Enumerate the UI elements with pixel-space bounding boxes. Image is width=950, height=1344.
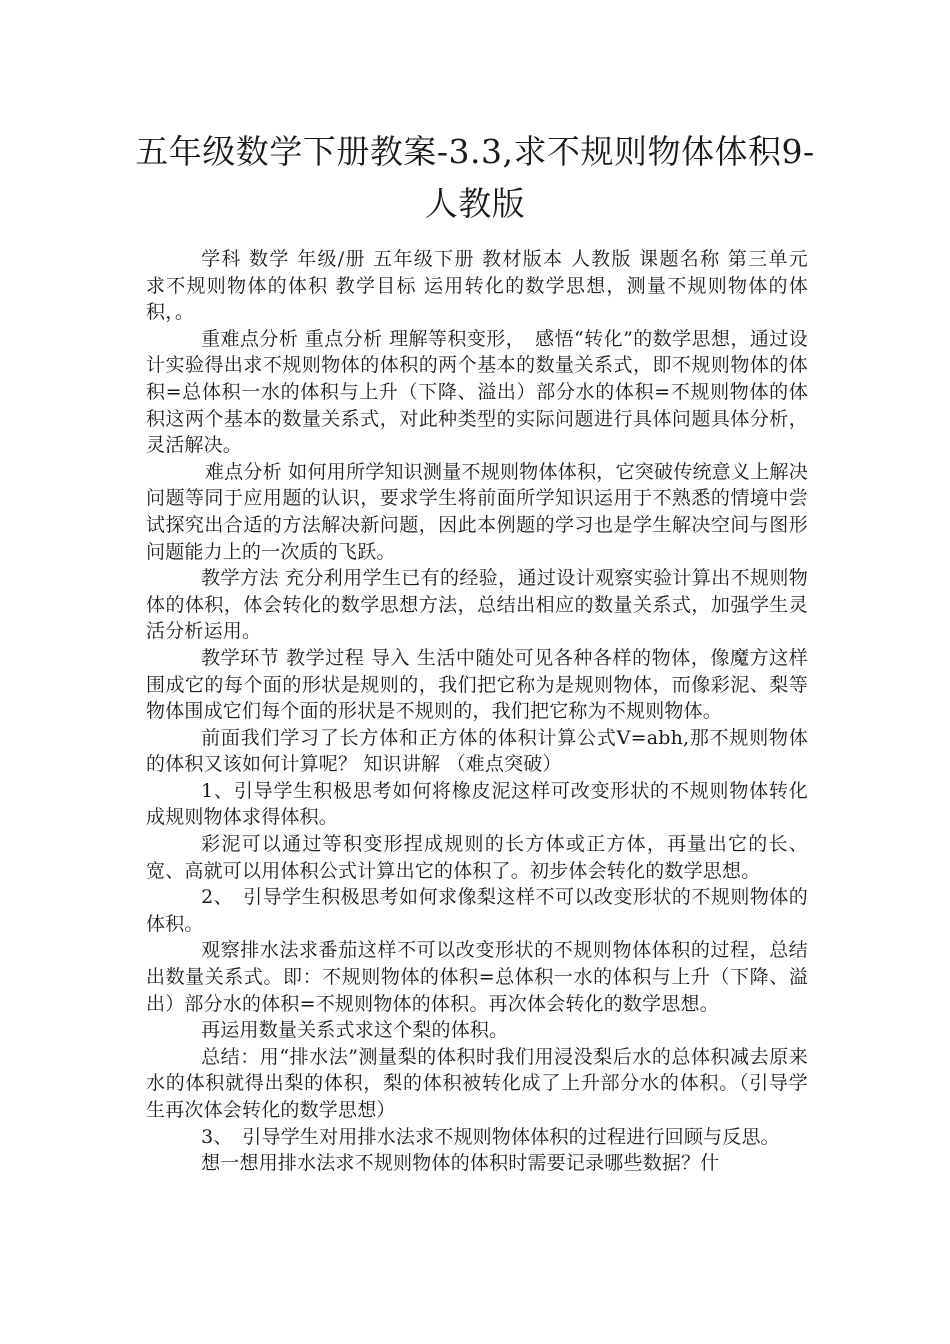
paragraph-teaching-method: 教学方法 充分利用学生已有的经验，通过设计观察实验计算出不规则物体的体积，体会转化的数学思想方法，总结出相应的数量关系式，加强学生灵活分析运用。: [146, 567, 808, 643]
paragraph-volume-formula: 前面我们学习了长方体和正方体的体积计算公式V=abh,那不规则物体的体积又该如何计算呢？ 知识讲解 （难点突破）: [146, 726, 808, 776]
document-body: [146, 246, 847, 1177]
document-title: 五年级数学下册教案-3.3,求不规则物体体积9-人教版: [135, 132, 815, 223]
paragraph-summary: 总结：用“排水法”测量梨的体积时我们用浸没梨后水的总体积减去原来水的体积就得出梨的体积，梨的体积被转化成了上升部分水的体积。（引导学生再次体会转化的数学思想）: [146, 1045, 808, 1121]
paragraph-step-1: 1、引导学生积极思考如何将橡皮泥这样可改变形状的不规则物体转化成规则物体求得体积。: [146, 779, 808, 829]
paragraph-key-points: 重难点分析 重点分析 理解等积变形， 感悟“转化”的数学思想，通过设计实验得出求不规则物体的体积的两个基本的数量关系式，即不规则物体的体积=总体积一水的体积与上升（下降、溢出）部分水的体积=不规则物体的体积这两个基本的数量关系式，对此种类型的实际问题进行具体问题具体分析，灵活解决。: [146, 327, 808, 457]
paragraph-difficulties: 难点分析 如何用所学知识测量不规则物体体积，它突破传统意义上解决问题等同于应用题的认识，要求学生将前面所学知识运用于不熟悉的情境中尝试探究出合适的方法解决新问题，因此本例题的学习也是学生解决空间与图形问题能力上的一次质的飞跃。: [146, 460, 808, 563]
paragraph-water-displacement: 观察排水法求番茄这样不可以改变形状的不规则物体体积的过程，总结出数量关系式。即：不规则物体的体积=总体积一水的体积与上升（下降、溢出）部分水的体积=不规则物体的体积。再次体会转化的数学思想。: [146, 939, 808, 1015]
paragraph-clay-conversion: 彩泥可以通过等积变形捏成规则的长方体或正方体，再量出它的长、宽、高就可以用体积公式计算出它的体积了。初步体会转化的数学思想。: [146, 833, 808, 882]
paragraph-think: 想一想用排水法求不规则物体的体积时需要记录哪些数据？什: [201, 1152, 720, 1175]
paragraph-introduction: 教学环节 教学过程 导入 生活中随处可见各种各样的物体，像魔方这样围成它的每个面的形状是规则的，我们把它称为是规则物体，而像彩泥、梨等物体围成它们每个面的形状是不规则的，我们把它称为不规则物体。: [146, 646, 808, 723]
paragraph-step-2: 2、 引导学生积极思考如何求像梨这样不可以改变形状的不规则物体的体积。: [146, 886, 808, 935]
paragraph-step-3: 3、 引导学生对用排水法求不规则物体体积的过程进行回顾与反思。: [201, 1125, 780, 1148]
paragraph-subject-info: 学科 数学 年级/册 五年级下册 教材版本 人教版 课题名称 第三单元 求不规则物体的体积 教学目标 运用转化的数学思想，测量不规则物体的体积，。: [146, 248, 847, 324]
paragraph-pear-volume: 再运用数量关系式求这个梨的体积。: [201, 1019, 509, 1042]
